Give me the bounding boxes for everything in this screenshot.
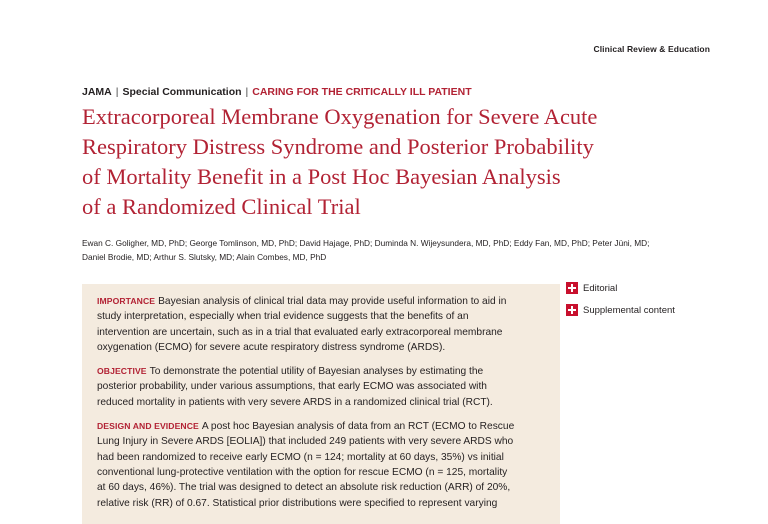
abstract-line: intervention are uncertain, such as in a trial that evaluated early extracorporeal membrane [97,326,503,338]
article-type: Special Communication [122,86,242,98]
abstract-line: conventional lung-protective ventilation with the option for rescue ECMO (n = 125, mortality [97,466,508,478]
abstract-line: To demonstrate the potential utility of Bayesian analyses by estimating the [149,366,484,378]
title-line: Respiratory Distress Syndrome and Posterior Probability [82,134,594,159]
editorial-link[interactable] [566,281,675,295]
separator: | [245,86,249,98]
abstract-line: Lung Injury in Severe ARDS [EOLIA]) that included 249 patients with very severe ARDS who [97,436,514,448]
plus-icon [566,304,578,316]
title-line: Extracorporeal Membrane Oxygenation for Severe Acute [82,104,598,129]
title-line: of a Randomized Clinical Trial [82,194,361,219]
abstract-line: had been randomized to receive early ECMO (n = 124; mortality at 60 days, 35%) vs initial [97,451,504,463]
related-links [566,281,675,325]
abstract-line: relative risk (RR) of 0.67. Statistical prior distributions were specified to represent varying [97,497,498,509]
abstract-line: A post hoc Bayesian analysis of data from an RCT (ECMO to Rescue [201,421,515,433]
plus-icon [566,282,578,294]
abstract-line: reduced mortality in patients with very severe ARDS in a randomized clinical trial (RCT). [97,396,493,408]
objective-heading: OBJECTIVE [97,366,147,377]
abstract-line: posterior probability, under various assumptions, that early ECMO was associated with [97,381,487,393]
editorial-link-label: Editorial [583,282,618,294]
author-line: Daniel Brodie, MD; Arthur S. Slutsky, MD; Alain Combes, MD, PhD [82,252,327,262]
journal-line [82,86,472,98]
abstract-line: study interpretation, especially when trial evidence suggests that the benefits of an [97,311,469,323]
abstract-importance [97,294,546,355]
journal-name: JAMA [82,86,112,98]
author-list [82,236,722,264]
abstract-line: oxygenation (ECMO) for severe acute respiratory distress syndrome (ARDS). [97,341,446,353]
abstract-objective [97,364,546,410]
author-line: Ewan C. Goligher, MD, PhD; George Tomlinson, MD, PhD; David Hajage, PhD; Duminda N. Wijeysundera, MD, PhD; Eddy Fan, MD, PhD; Peter Jüni, MD; [82,238,650,248]
title-line: of Mortality Benefit in a Post Hoc Bayesian Analysis [82,164,561,189]
importance-heading: IMPORTANCE [97,296,156,306]
supplemental-content-link[interactable] [566,303,675,317]
section-label: Clinical Review & Education [593,44,710,54]
abstract-line: Bayesian analysis of clinical trial data may provide useful information to aid in [158,296,507,307]
supplemental-content-label: Supplemental content [583,304,675,316]
abstract-design [97,419,546,511]
design-heading: DESIGN AND EVIDENCE [97,421,199,432]
separator: | [115,86,119,98]
abstract-box [82,284,560,524]
series-name: CARING FOR THE CRITICALLY ILL PATIENT [252,86,472,98]
abstract-line: at 60 days, 46%). The trial was designed to detect an absolute risk reduction (ARR) of 20%, [97,482,511,494]
article-title [82,102,692,222]
